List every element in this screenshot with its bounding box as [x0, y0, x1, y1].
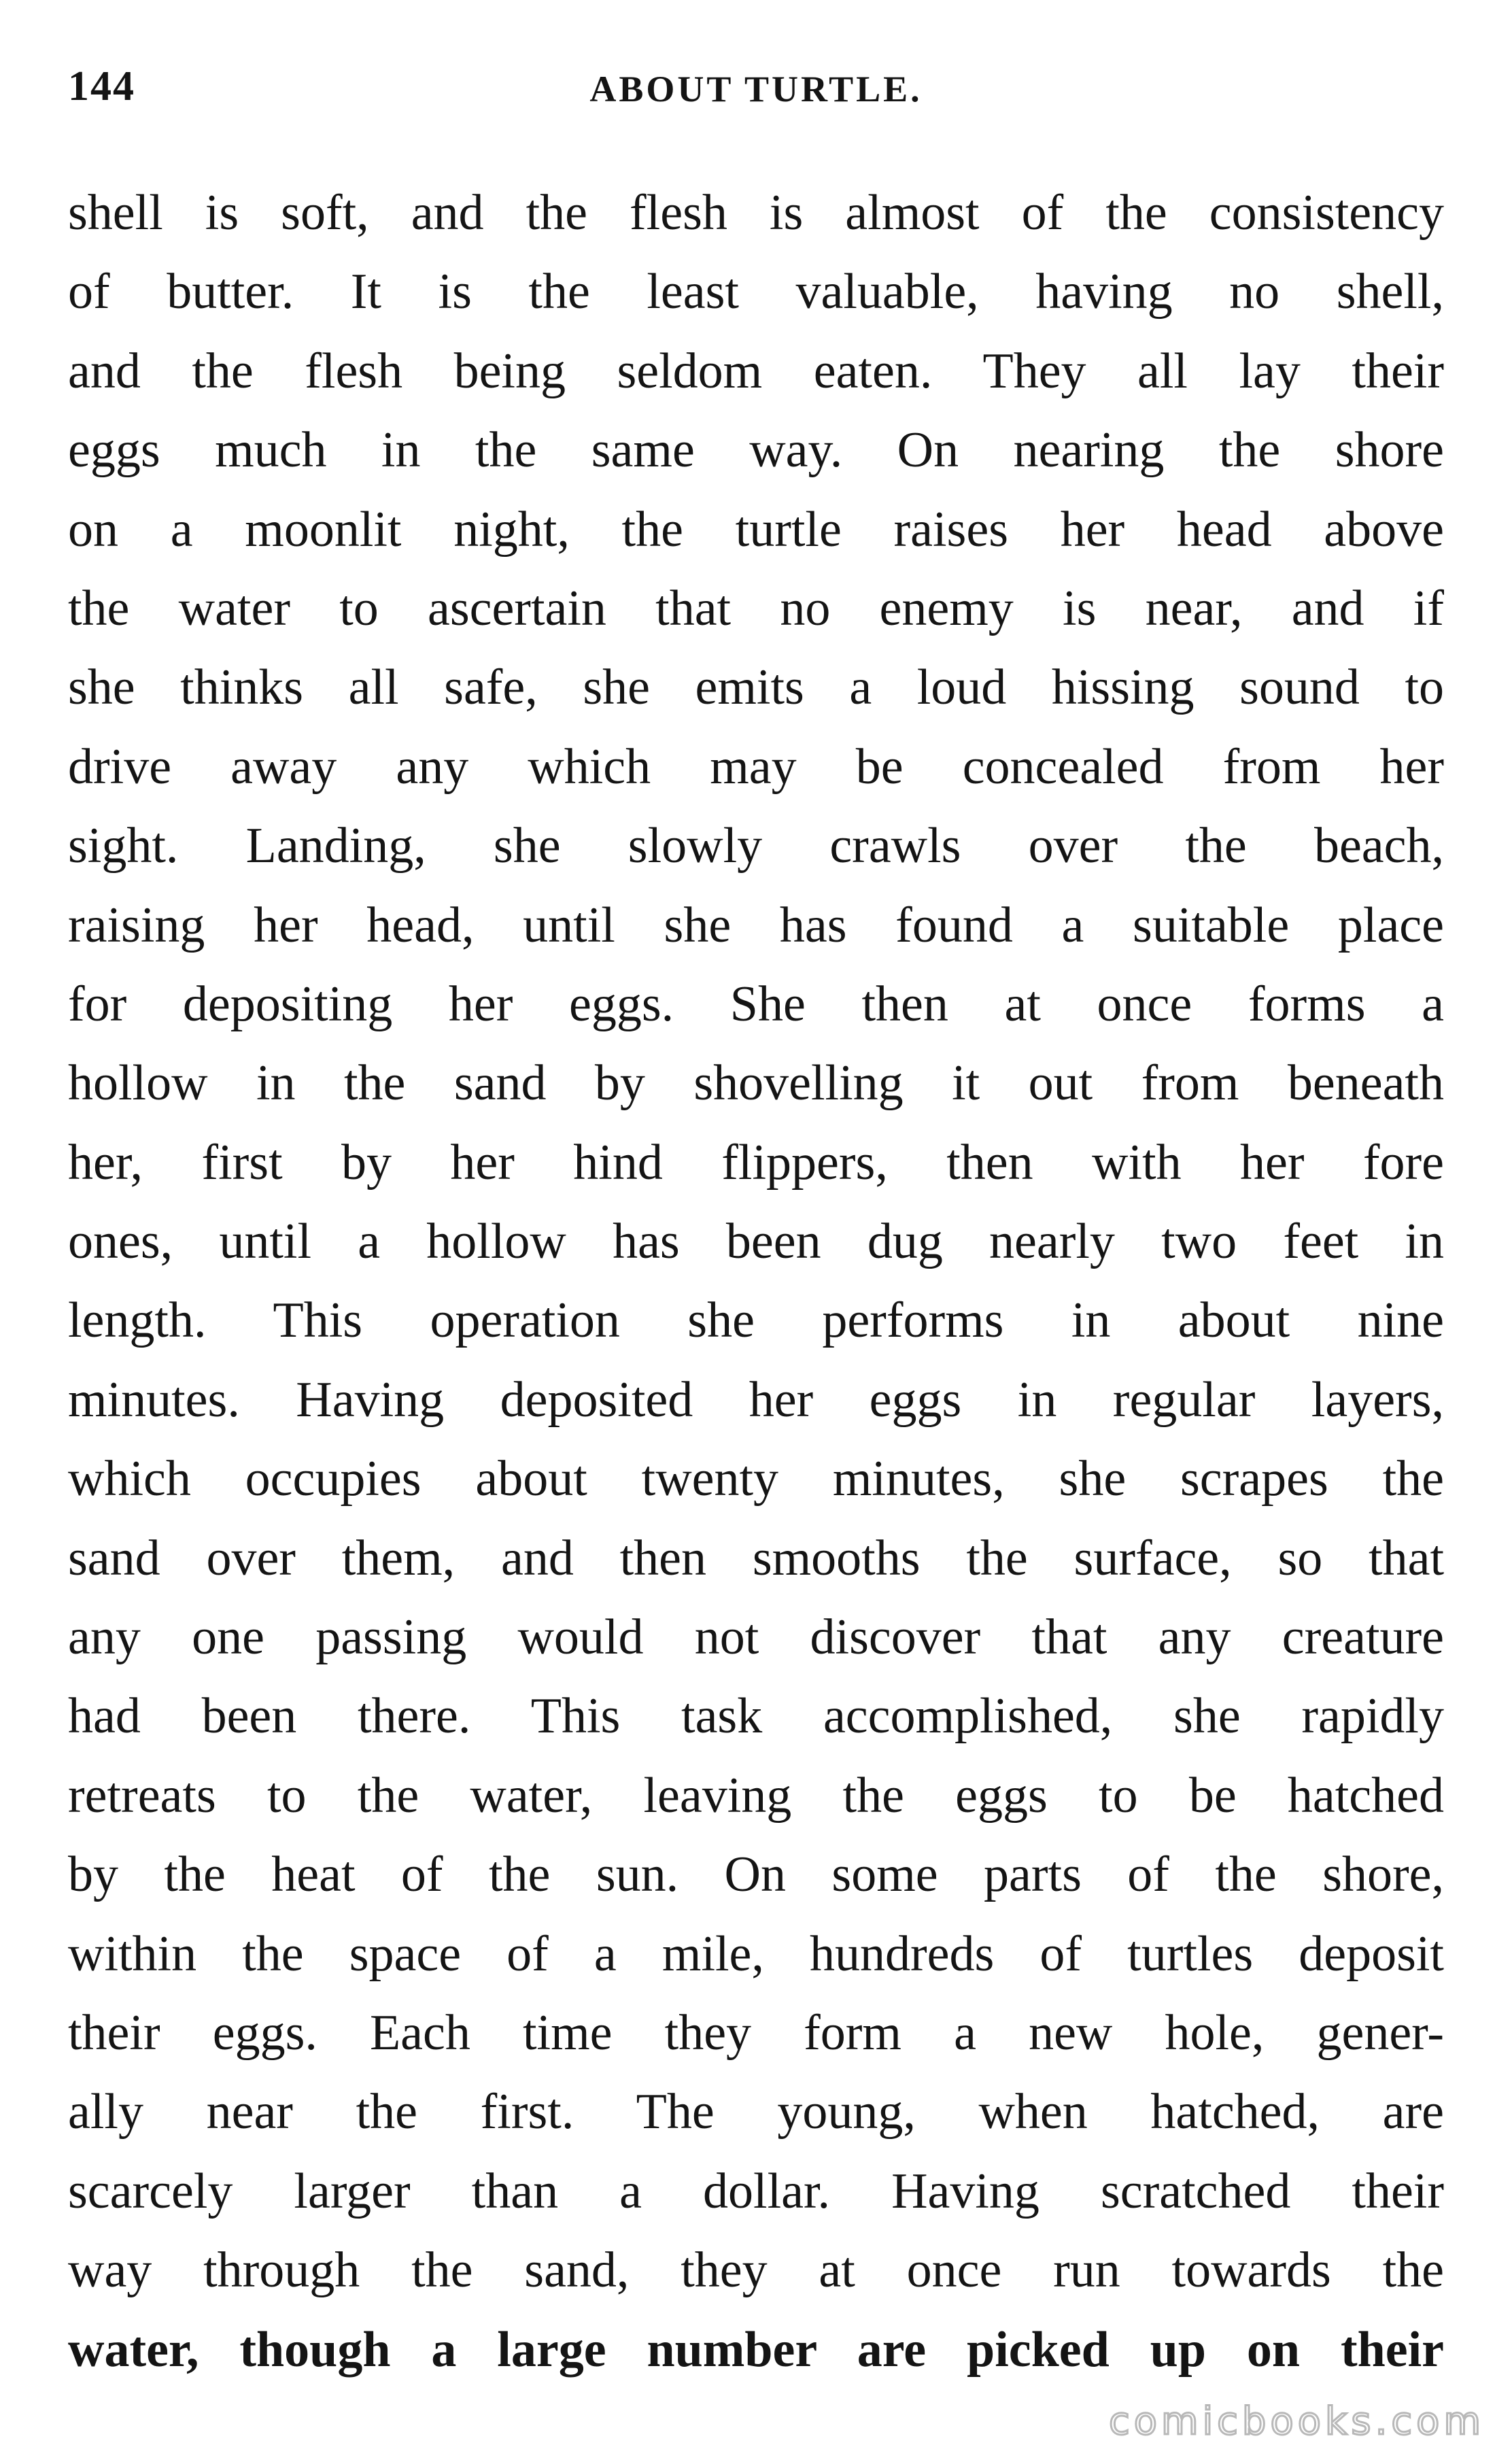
text-line: minutes. Having deposited her eggs in regular layers,: [68, 1371, 1444, 1428]
text-line: ally near the first. The young, when hatched, are: [68, 2084, 1444, 2140]
text-line: had been there. This task accomplished, she rapidly: [68, 1688, 1444, 1745]
text-line: drive away any which may be concealed from her: [68, 738, 1444, 795]
body-text: [68, 173, 1444, 2389]
text-line: way through the sand, they at once run towards the: [68, 2242, 1444, 2299]
text-line: their eggs. Each time they form a new hole, gener-: [68, 2004, 1444, 2061]
page-header: [68, 49, 1444, 131]
text-line: ones, until a hollow has been dug nearly two feet in: [68, 1214, 1444, 1270]
text-line: the water to ascertain that no enemy is near, and if: [68, 580, 1444, 636]
watermark: comicbooks.com: [1108, 2399, 1485, 2444]
text-line: by the heat of the sun. On some parts of the shore,: [68, 1847, 1444, 1903]
text-line: sight. Landing, she slowly crawls over the beach,: [68, 818, 1444, 874]
text-line: which occupies about twenty minutes, she scrapes the: [68, 1451, 1444, 1507]
text-line: length. This operation she performs in about nine: [68, 1293, 1444, 1349]
text-line: her, first by her hind flippers, then with her fore: [68, 1134, 1444, 1191]
text-line: hollow in the sand by shovelling it out from beneath: [68, 1055, 1444, 1112]
text-line: raising her head, until she has found a suitable place: [68, 897, 1444, 953]
page-number: 144: [68, 63, 135, 109]
text-line: any one passing would not discover that any creature: [68, 1609, 1444, 1666]
text-line: shell is soft, and the flesh is almost of the consistency: [68, 185, 1444, 241]
text-line: within the space of a mile, hundreds of turtles deposit: [68, 1926, 1444, 1982]
text-line: on a moonlit night, the turtle raises her head above: [68, 501, 1444, 558]
text-line: sand over them, and then smooths the surface, so that: [68, 1530, 1444, 1586]
text-line: scarcely larger than a dollar. Having scratched their: [68, 2163, 1444, 2219]
text-line: of butter. It is the least valuable, having no shell,: [68, 264, 1444, 320]
text-line: water, though a large number are picked up on their: [68, 2321, 1444, 2378]
text-line: she thinks all safe, she emits a loud hissing sound to: [68, 660, 1444, 716]
text-line: eggs much in the same way. On nearing the shore: [68, 422, 1444, 479]
text-line: retreats to the water, leaving the eggs to be hatched: [68, 1767, 1444, 1824]
running-head: ABOUT TURTLE.: [589, 69, 923, 109]
text-line: and the flesh being seldom eaten. They all lay their: [68, 343, 1444, 399]
text-line: for depositing her eggs. She then at once forms a: [68, 976, 1444, 1032]
